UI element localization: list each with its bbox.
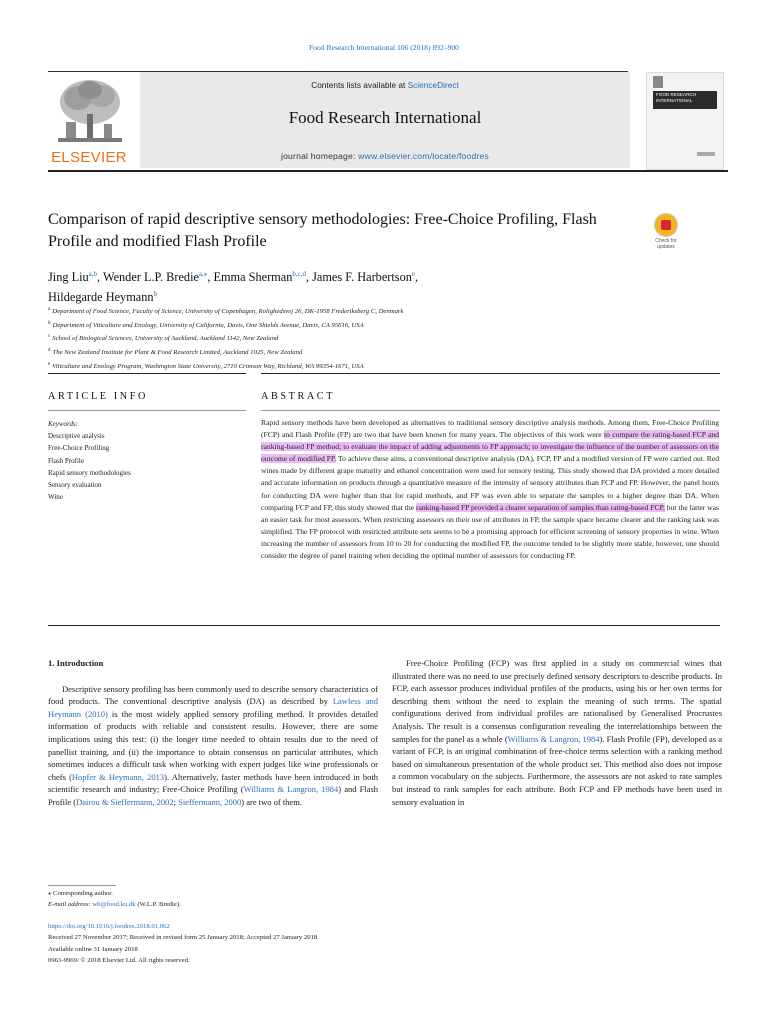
article-info-top-rule <box>48 373 246 374</box>
affiliation-item <box>48 331 708 345</box>
cover-publisher-logo <box>653 76 663 88</box>
abstract-highlight-finding[interactable]: ranking-based FP provided a clearer separation of samples than rating-based FCP, <box>415 502 665 512</box>
affiliation-text: Department of Food Science, Faculty of Science, University of Copenhagen, Rolighedsvej 26, DK-1958 Frederiksberg C, Denmark <box>52 308 404 316</box>
citation-link[interactable]: Williams & Langron, 1984 <box>507 733 600 744</box>
crossmark-badge[interactable] <box>650 213 682 250</box>
body-text: ) and Flash Profile ( <box>48 784 379 807</box>
citation-link[interactable]: Lawless and Heymann (2010) <box>48 696 378 719</box>
body-text: ). Alternatively, faster methods have been introduced in both scientific research and industry; Free-Choice Profiling ( <box>48 771 379 795</box>
keyword-item: Wine <box>48 493 63 502</box>
doi-link[interactable]: https://doi.org/10.1016/j.foodres.2018.01.062 <box>48 923 170 930</box>
affiliation-item <box>48 359 708 373</box>
affiliation-text: Viticulture and Enology Program, Washington State University, 2710 Crimson Way, Richland, WA 99354-1671, USA <box>52 363 364 371</box>
body-text: ) are two of them. <box>241 796 302 807</box>
abstract-segment: Rapid sensory methods have been developed as alternatives to traditional sensory descriptive analysis methods. Among them, Free-Choice Profiling (FCP) and Flash Profile (FP) are two that have been known for many years. The objectives of this work were <box>261 418 719 440</box>
author-name[interactable]: Wender L.P. Bredie <box>102 270 199 285</box>
author-name[interactable]: Emma Sherman <box>213 270 293 285</box>
keyword-item: Sensory evaluation <box>48 481 102 490</box>
journal-reference-link[interactable]: Food Research International 106 (2018) 892–900 <box>309 43 459 52</box>
author-name[interactable]: Jing Liu <box>48 270 89 285</box>
homepage-link[interactable]: www.elsevier.com/locate/foodres <box>358 151 490 161</box>
contents-available-line <box>140 80 630 90</box>
citation-link[interactable]: Williams & Langron, 1984 <box>243 784 339 795</box>
body-text: ). Flash Profile (FP), developed as a variant of FCP, is an original combination of free-choice terms selection with a ranking method based on simultaneous presentation of the whole product set. This method also does not impose a common vocabulary on the subjects. Furthermore, the assessors are not asked to rate samples but instead to rank samples for each attribute. Both FCP and FP methods have been used in sensory evaluation in <box>392 733 723 807</box>
affiliation-key: b <box>48 320 51 326</box>
article-info-mid-rule <box>48 410 246 411</box>
affiliation-key: e <box>48 361 51 367</box>
sciencedirect-link[interactable]: ScienceDirect <box>407 80 459 90</box>
abstract-highlight-objectives[interactable]: to compare the rating-based FCP and ranking-based FP method; to evaluate the impact of adding adjustments to FP approach; to investigate the influence of the number of assessors on the outcome of modified FP. <box>261 430 719 464</box>
email-label: E-mail address: <box>48 901 93 908</box>
keyword-item: Free-Choice Profiling <box>48 444 110 453</box>
email-suffix: (W.L.P. Bredie). <box>135 901 181 908</box>
affiliation-item <box>48 345 708 359</box>
citation-link[interactable]: Hopfer & Heymann, 2013 <box>71 771 165 782</box>
keywords-block <box>48 418 248 503</box>
abstract-bottom-rule <box>48 625 720 626</box>
available-online: Available online 31 January 2018 <box>48 945 138 953</box>
email-link[interactable]: wb@food.ku.dk <box>92 901 136 908</box>
affiliation-text: Department of Viticulture and Enology, University of California, Davis, One Shields Avenue, Davis, CA 95616, USA <box>52 321 364 329</box>
affiliation-item <box>48 304 708 318</box>
journal-homepage-line <box>140 151 630 161</box>
affiliation-key: d <box>48 348 51 354</box>
keyword-item: Flash Profile <box>48 456 84 465</box>
contents-prefix: Contents lists available at <box>311 80 408 90</box>
abstract-top-rule <box>261 373 720 374</box>
section-heading: 1. Introduction <box>48 658 104 668</box>
keyword-item: Descriptive analysis <box>48 432 105 441</box>
affiliation-key: a <box>48 307 51 312</box>
body-paragraph <box>48 683 378 809</box>
affiliation-list <box>48 304 708 373</box>
body-text: Free-Choice Profiling (FCP) was first applied in a study on commercial wines that illustrated there was no need to use precisely defined sensory descriptors to describe products. In FCP, each assessor produces individual profiles of the products, using his or her own terms for describing them without the need to explain the meaning of such terms. The spatial configurations derived from individual profiles are rationalised by Generalised Procrustes Analysis. The result is a consensus configuration revealing the interrelationships between the samples for the panel as a whole ( <box>392 658 722 744</box>
article-info-header: ARTICLE INFO <box>48 391 148 402</box>
body-text: is the most widely applied sensory profiling method. It provides detailed information of products with reliable and consistent results. However, there are some implications using this test: (i) the longer time needed to obtain results due to the need of panellist training, and (ii) the importance to obtain consensus on particular attributes, which sometimes induces a difficult task when working with expert judges like wine professionals or chefs ( <box>48 708 378 782</box>
article-metadata <box>48 921 548 966</box>
citation-link[interactable]: Sieffermann, 2000 <box>178 796 242 807</box>
abstract-mid-rule <box>261 410 720 411</box>
author-affiliation-marker[interactable]: a,b <box>88 270 98 278</box>
abstract-text <box>261 417 719 562</box>
abstract-segment: but the latter was an easier task for most assessors. When restricting assessors on their use of attributes in FP, the sample space became clearer and the ranking task was simplified. The FP protocol with restricted attribute sets seems to be a promising approach for efficient screening of sensory properties in wine. When increasing the number of assessors from 10 to 20 for conducting the modified FP, the outcome tended to be slightly more stable, however, one should consider the degree of panel training when deciding the optimal number of assessors for conducting FP. <box>261 502 719 561</box>
elsevier-wordmark[interactable]: ELSEVIER <box>51 149 127 166</box>
body-right-column <box>392 657 722 808</box>
received-dates: Received 27 November 2017; Received in revised form 25 January 2018; Accepted 27 January 2018 <box>48 934 318 942</box>
author-affiliation-marker[interactable]: b,c,d <box>292 270 306 278</box>
journal-cover-thumbnail[interactable] <box>646 72 724 170</box>
article-title: Comparison of rapid descriptive sensory methodologies: Free-Choice Profiling, Flash Profile and modified Flash Profile <box>48 211 597 250</box>
body-left-column <box>48 657 378 809</box>
author-name[interactable]: James F. Harbertson <box>312 270 412 285</box>
affiliation-item <box>48 318 708 332</box>
email-line <box>48 899 378 910</box>
author-list: Jing Liu$^{a,b}$, Wender L.P. Bredie$^{a,⁎}$, Emma Sherman$^{b,c,d}$, James F. Harbertson$^e$, Hildegarde Heymann$^b$ <box>48 270 419 305</box>
corresponding-author-note: ⁎ Corresponding author. <box>48 890 113 897</box>
masthead-bottom-rule <box>48 170 728 172</box>
author-affiliation-marker[interactable]: a,⁎ <box>198 270 208 278</box>
footnote-rule <box>48 885 116 886</box>
homepage-prefix: journal homepage: <box>280 151 359 161</box>
cover-title: FOOD RESEARCH INTERNATIONAL <box>653 91 717 109</box>
keywords-label: Keywords: <box>48 420 79 428</box>
body-text: Descriptive sensory profiling has been commonly used to describe sensory characteristics of food products. The conventional descriptive analysis (DA) as described by <box>48 683 378 707</box>
footnote <box>48 888 378 910</box>
abstract-header: ABSTRACT <box>261 391 336 402</box>
affiliation-key: c <box>48 334 51 340</box>
author-name[interactable]: Hildegarde Heymann <box>48 290 154 305</box>
affiliation-text: School of Biological Sciences, University of Auckland, Auckland 1142, New Zealand <box>52 335 279 343</box>
cover-badge <box>697 152 715 156</box>
affiliation-text: The New Zealand Institute for Plant & Food Research Limited, Auckland 1025, New Zealand <box>52 349 303 357</box>
crossmark-icon <box>654 213 678 237</box>
copyright-line: 0963-9969/ © 2018 Elsevier Ltd. All rights reserved. <box>48 956 190 964</box>
keyword-item: Rapid sensory methodologies <box>48 468 131 477</box>
journal-title[interactable]: Food Research International <box>288 108 482 127</box>
body-paragraph <box>392 657 722 808</box>
citation-link[interactable]: Dairou & Sieffermann, 2002 <box>76 796 174 807</box>
author-affiliation-marker[interactable]: b <box>153 290 158 299</box>
abstract-segment: To achieve these aims, a conventional descriptive analysis (DA), FCP, FP and a modified version of FP were carried out. Red wines made by different grape maturity and ethanol concentration were used for sensory testing. This study showed that DA provided a more detailed and accurate information on products through a quantitative measure of the intensity of sensory attributes than FCP and FP. However, the panel hours for conducting DA were higher than that for rapid methods, and FP was even able to separate the samples to a higher degree than DA. When comparing FCP and FP, this study showed that the <box>261 454 720 512</box>
crossmark-label: Check for updates <box>655 238 677 250</box>
body-text: ; <box>173 796 179 807</box>
author-affiliation-marker[interactable]: e <box>411 270 415 278</box>
